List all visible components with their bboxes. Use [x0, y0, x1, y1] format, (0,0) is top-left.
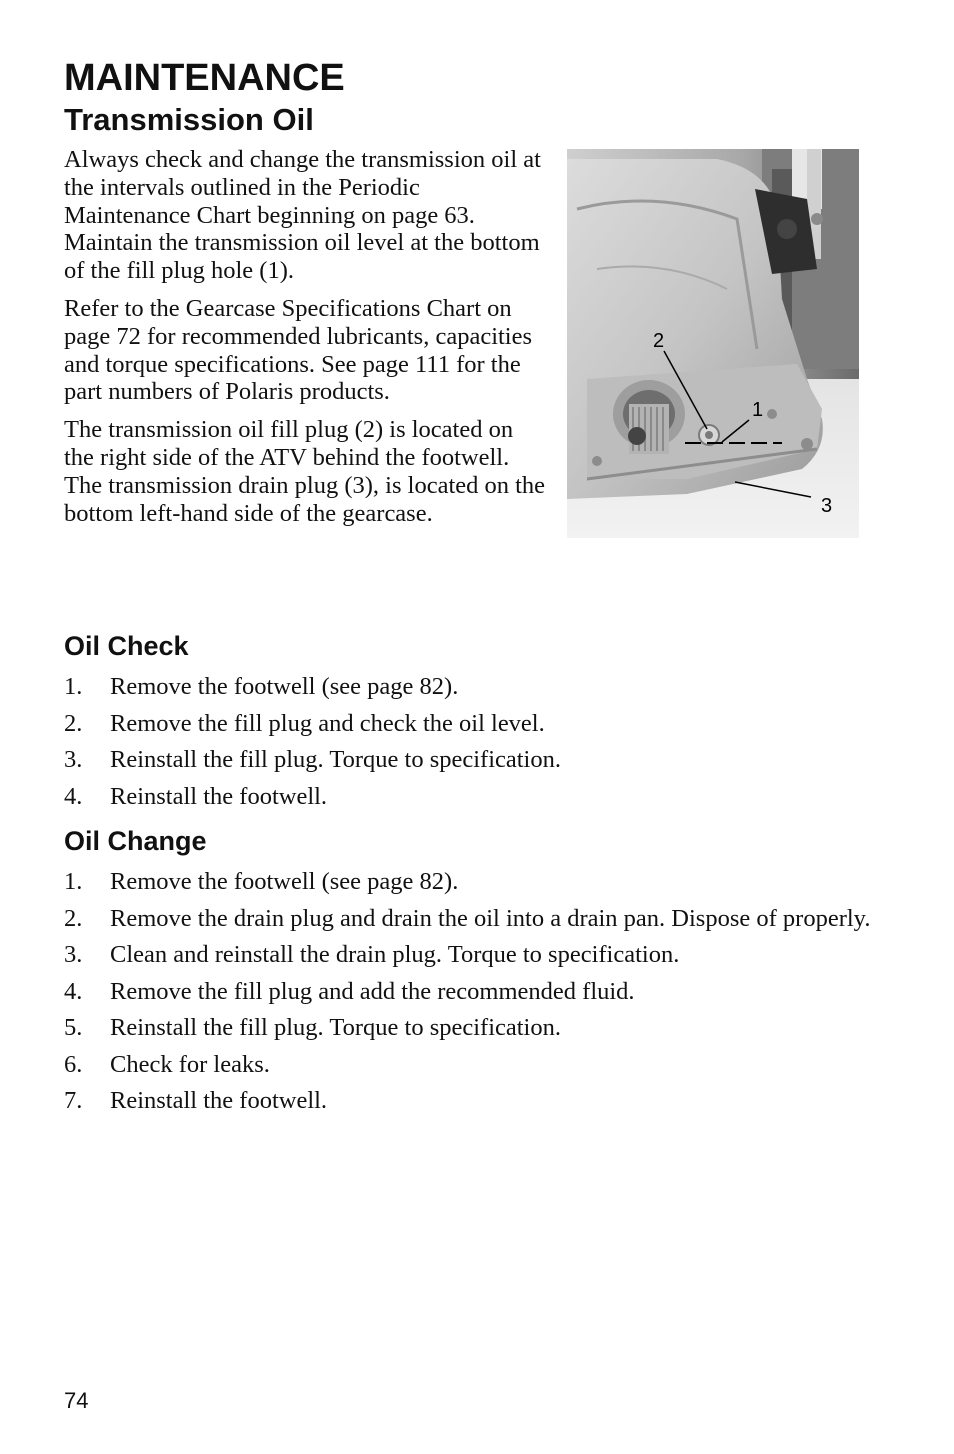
step-text: Remove the fill plug and check the oil level. [110, 709, 545, 737]
step-text: Reinstall the footwell. [110, 1087, 328, 1114]
section-heading: MAINTENANCE [64, 57, 345, 99]
callout-2: 2 [653, 330, 665, 352]
list-item [64, 978, 894, 1005]
list-item [64, 941, 894, 968]
list-item [64, 673, 894, 700]
step-number: 2. [64, 709, 83, 737]
oil-change-heading: Oil Change [64, 826, 207, 856]
step-number: 3. [64, 941, 83, 968]
list-item [64, 1051, 894, 1078]
oil-check-steps [64, 673, 894, 819]
callout-3: 3 [821, 495, 833, 517]
step-number: 5. [64, 1014, 83, 1041]
callout-1: 1 [752, 399, 764, 421]
list-item [64, 1014, 894, 1041]
oil-change-steps [64, 868, 894, 1124]
intro-paragraph-3: The transmission oil fill plug (2) is located on the right side of the ATV behind the footwell. The transmission drain plug (3), is located on the bottom left-hand side of the gearcase. [64, 416, 546, 527]
step-text: Reinstall the fill plug. Torque to specification. [110, 1014, 561, 1041]
step-number: 1. [64, 868, 83, 895]
step-text: Clean and reinstall the drain plug. Torque to specification. [110, 941, 680, 968]
gearcase-photo [567, 149, 859, 538]
page-title: Transmission Oil [64, 102, 314, 137]
list-item [64, 746, 894, 773]
step-number: 7. [64, 1087, 83, 1114]
step-number: 1. [64, 673, 83, 700]
step-text: Remove the fill plug and add the recommended fluid. [110, 977, 635, 1005]
step-number: 2. [64, 904, 83, 932]
list-item [64, 1087, 894, 1114]
page-number: 74 [64, 1388, 89, 1413]
list-item [64, 783, 894, 810]
step-text: Remove the footwell (see page 82). [110, 673, 459, 700]
intro-text [64, 146, 548, 537]
intro-paragraph-1: Always check and change the transmission oil at the intervals outlined in the Periodic Maintenance Chart beginning on page 63. Maintain the transmission oil level at the bottom of the fill plug hole (1). [64, 146, 541, 285]
step-text: Check for leaks. [110, 1050, 270, 1078]
list-item [64, 905, 894, 932]
step-number: 3. [64, 746, 83, 773]
step-number: 6. [64, 1050, 83, 1078]
step-text: Reinstall the fill plug. Torque to specification. [110, 746, 561, 773]
step-number: 4. [64, 782, 83, 810]
intro-paragraph-2: Refer to the Gearcase Specifications Chart on page 72 for recommended lubricants, capacities and torque specifications. See page 111 for the part numbers of Polaris products. [64, 294, 533, 406]
oil-check-heading: Oil Check [64, 631, 189, 661]
step-text: Remove the footwell (see page 82). [110, 868, 459, 895]
step-text: Remove the drain plug and drain the oil into a drain pan. Dispose of properly. [110, 904, 871, 932]
step-number: 4. [64, 977, 83, 1005]
list-item [64, 710, 894, 737]
step-text: Reinstall the footwell. [110, 782, 328, 810]
list-item [64, 868, 894, 895]
